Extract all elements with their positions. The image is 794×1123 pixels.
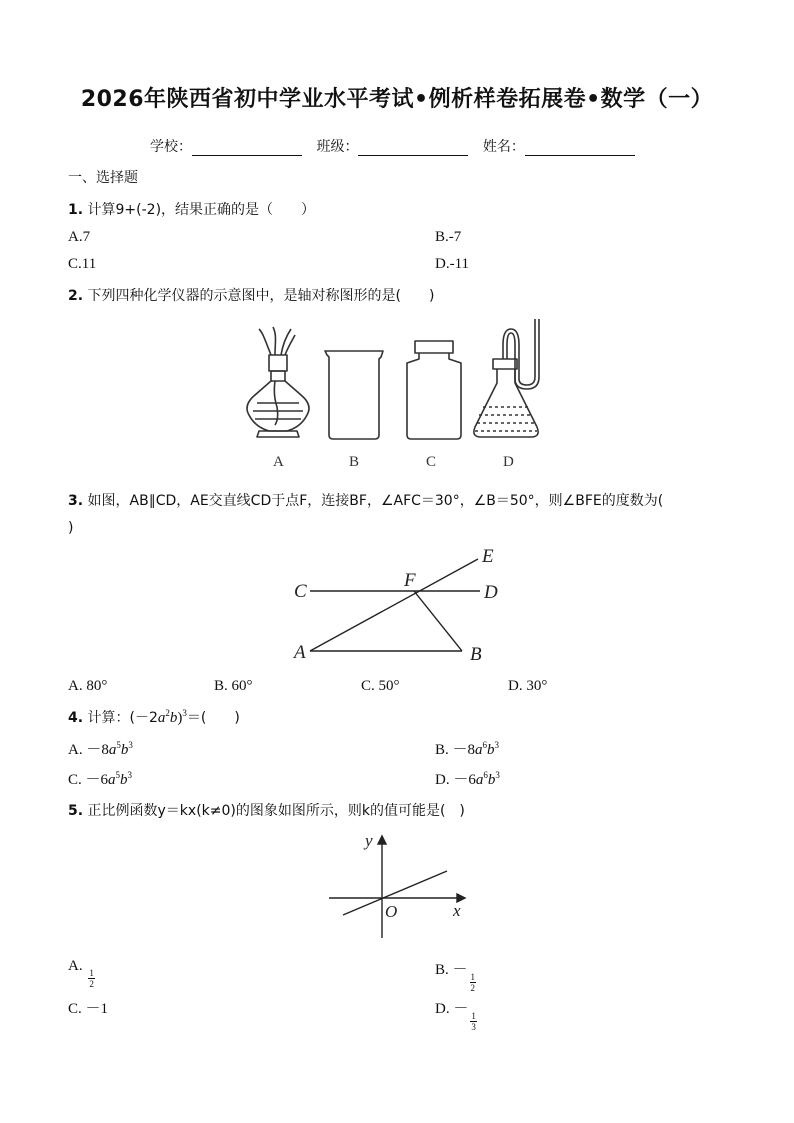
question-number: 2. <box>68 288 84 304</box>
x-axis-label: x <box>453 901 461 920</box>
question-number: 5. <box>68 803 84 819</box>
line-ae <box>310 559 478 651</box>
question-text-prefix: 计算：(－2 <box>87 710 158 726</box>
q5-option-a: A. $\frac{1}{2}$ <box>68 958 94 989</box>
label-d: D <box>484 582 498 603</box>
class-blank <box>358 141 468 156</box>
label-a: A <box>294 642 306 663</box>
page-title: 2026年陕西省初中学业水平考试•例析样卷拓展卷•数学（一） <box>80 87 714 112</box>
label-c: C <box>294 581 307 602</box>
section-heading: 一、选择题 <box>68 170 138 186</box>
q4-option-c: C. $-6a^5b^3$ <box>68 770 133 788</box>
conical-flask-icon <box>474 319 539 437</box>
y-axis-label: y <box>365 831 373 850</box>
label-e: E <box>482 546 494 567</box>
question-text: 下列四种化学仪器的示意图中，是轴对称图形的是( ) <box>87 288 435 304</box>
q4-option-b: B. $-8a^6b^3$ <box>435 740 500 758</box>
class-label: 班级： <box>316 139 359 155</box>
q3-option-d: D. 30° <box>508 678 548 694</box>
question-number: 1. <box>68 202 84 218</box>
q2-label-d: D <box>503 454 514 470</box>
q4-option-a: A. $-8a^5b^3$ <box>68 740 133 758</box>
q2-lab-apparatus-figure <box>235 315 555 475</box>
question-5 <box>68 800 465 820</box>
question-number: 3. <box>68 493 84 509</box>
name-label: 姓名： <box>482 139 525 155</box>
q1-option-a: A.7 <box>68 229 91 245</box>
var-a: a <box>157 710 166 726</box>
q1-option-b: B.-7 <box>435 229 462 245</box>
question-text: 如图，AB∥CD，AE交直线CD于点F，连接BF，∠AFC＝30°，∠B＝50°，则∠BFE的度数为( <box>87 493 664 509</box>
q2-label-b: B <box>349 454 360 470</box>
question-2 <box>68 285 434 305</box>
origin-label: O <box>385 902 398 921</box>
question-3-continued: ) <box>68 520 74 536</box>
question-3 <box>68 490 663 510</box>
q5-option-c: C. －1 <box>68 1001 109 1017</box>
q3-option-a: A. 80° <box>68 678 108 694</box>
q5-option-b: B. － $\frac{1}{2}$ <box>435 962 476 993</box>
student-info-line <box>150 136 645 156</box>
q1-option-c: C.11 <box>68 256 97 272</box>
school-blank <box>192 141 302 156</box>
q2-label-a: A <box>273 454 284 470</box>
q5-option-d: D. － $\frac{1}{3}$ <box>435 1001 476 1032</box>
var-b: b <box>169 710 178 726</box>
q3-option-b: B. 60° <box>214 678 253 694</box>
school-label: 学校： <box>150 139 192 155</box>
q4-option-d: D. $-6a^6b^3$ <box>435 770 500 788</box>
line-fb <box>414 591 462 651</box>
alcohol-lamp-icon <box>247 327 309 437</box>
q5-coordinate-graph <box>325 828 475 940</box>
question-text: 正比例函数y＝kx(k≠0)的图象如图所示，则k的值可能是( ) <box>87 803 465 819</box>
y-axis-arrow-icon <box>378 836 386 844</box>
question-4: 4. 计算：$(-2a^2b)^3=$( ) <box>68 708 240 726</box>
beaker-icon <box>325 351 383 439</box>
name-blank <box>525 141 635 156</box>
reagent-jar-icon <box>407 341 461 439</box>
q3-geometry-figure <box>280 540 520 670</box>
q2-label-c: C <box>426 454 437 470</box>
q1-option-d: D.-11 <box>435 256 470 272</box>
label-f: F <box>404 570 416 591</box>
q3-option-c: C. 50° <box>361 678 400 694</box>
label-b: B <box>470 644 482 665</box>
question-text-suffix: ＝( ) <box>186 710 240 726</box>
question-text: 计算9+(-2)，结果正确的是（ ） <box>87 202 316 218</box>
question-1 <box>68 199 315 219</box>
question-number: 4. <box>68 710 84 726</box>
